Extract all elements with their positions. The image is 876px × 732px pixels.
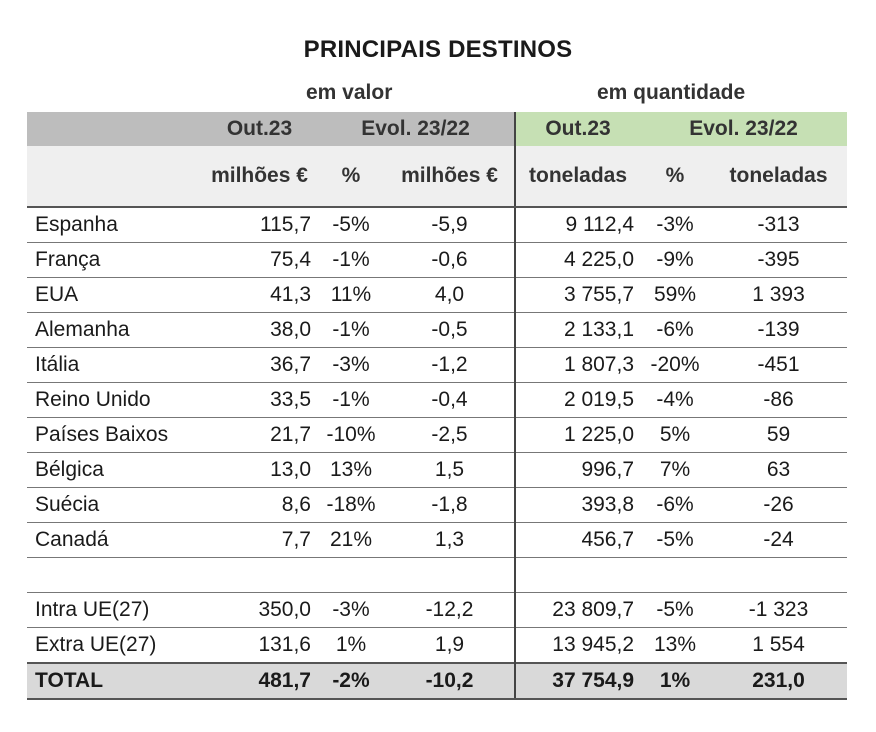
cell-valor-pct: -10% <box>317 418 385 453</box>
cell-valor-diff: -1,8 <box>385 488 515 523</box>
cell-valor: 7,7 <box>202 523 317 558</box>
cell-valor-pct: 21% <box>317 523 385 558</box>
cell-valor-pct: 1% <box>317 628 385 664</box>
cell-valor: 38,0 <box>202 313 317 348</box>
table-row <box>27 243 847 278</box>
cell-valor-diff: -1,2 <box>385 348 515 383</box>
cell-valor-diff: -2,5 <box>385 418 515 453</box>
header-evol-valor: Evol. 23/22 <box>317 112 515 146</box>
cell-quantidade: 3 755,7 <box>515 278 640 313</box>
row-name: Canadá <box>27 523 202 558</box>
cell-valor-diff: 1,5 <box>385 453 515 488</box>
cell-valor-diff: -12,2 <box>385 593 515 628</box>
cell-valor: 75,4 <box>202 243 317 278</box>
row-name: EUA <box>27 278 202 313</box>
cell-valor-diff: 1,9 <box>385 628 515 664</box>
table-row <box>27 628 847 664</box>
cell-quantidade-diff: 1 554 <box>710 628 847 664</box>
unit-toneladas-evol: toneladas <box>710 146 847 207</box>
row-name: Espanha <box>27 207 202 243</box>
cell-valor-pct: -18% <box>317 488 385 523</box>
row-name: TOTAL <box>27 663 202 699</box>
cell-quantidade-diff: 59 <box>710 418 847 453</box>
cell-quantidade-pct: 5% <box>640 418 710 453</box>
cell-quantidade: 393,8 <box>515 488 640 523</box>
header-evol-quantidade: Evol. 23/22 <box>640 112 847 146</box>
page-title: PRINCIPAIS DESTINOS <box>303 36 573 63</box>
cell-valor-diff: -5,9 <box>385 207 515 243</box>
header-row-2 <box>27 146 847 207</box>
header-out-quantidade: Out.23 <box>515 112 640 146</box>
cell-quantidade-diff: -24 <box>710 523 847 558</box>
cell-valor: 21,7 <box>202 418 317 453</box>
cell-quantidade-diff: -395 <box>710 243 847 278</box>
cell-quantidade-pct: 7% <box>640 453 710 488</box>
group-label-valor: em valor <box>306 81 393 104</box>
cell-quantidade: 4 225,0 <box>515 243 640 278</box>
cell-quantidade-diff: -139 <box>710 313 847 348</box>
cell-quantidade: 1 807,3 <box>515 348 640 383</box>
table-row <box>27 453 847 488</box>
table-row <box>27 418 847 453</box>
cell-quantidade-diff: -26 <box>710 488 847 523</box>
cell-valor: 41,3 <box>202 278 317 313</box>
total-row <box>27 663 847 699</box>
cell-quantidade-pct: -3% <box>640 207 710 243</box>
cell-valor-pct: 11% <box>317 278 385 313</box>
cell-quantidade: 23 809,7 <box>515 593 640 628</box>
cell-valor: 350,0 <box>202 593 317 628</box>
cell-valor: 33,5 <box>202 383 317 418</box>
cell-valor: 115,7 <box>202 207 317 243</box>
destinations-table <box>27 112 847 700</box>
cell-valor-diff: -10,2 <box>385 663 515 699</box>
row-name: Alemanha <box>27 313 202 348</box>
cell-quantidade-pct: 59% <box>640 278 710 313</box>
table-row <box>27 523 847 558</box>
cell-quantidade-pct: -6% <box>640 488 710 523</box>
cell-quantidade-pct: -4% <box>640 383 710 418</box>
row-name: Extra UE(27) <box>27 628 202 664</box>
unit-percent-qty: % <box>640 146 710 207</box>
cell-quantidade: 456,7 <box>515 523 640 558</box>
cell-valor-diff: -0,5 <box>385 313 515 348</box>
cell-quantidade-pct: -9% <box>640 243 710 278</box>
table-row <box>27 488 847 523</box>
cell-quantidade-pct: -20% <box>640 348 710 383</box>
header-corner <box>27 112 202 146</box>
row-name: Países Baixos <box>27 418 202 453</box>
cell-quantidade-pct: 13% <box>640 628 710 664</box>
cell-valor: 36,7 <box>202 348 317 383</box>
cell-quantidade-diff: -313 <box>710 207 847 243</box>
cell-quantidade-diff: 1 393 <box>710 278 847 313</box>
cell-valor-diff: -0,4 <box>385 383 515 418</box>
cell-quantidade-diff: -1 323 <box>710 593 847 628</box>
cell-quantidade-pct: -5% <box>640 593 710 628</box>
cell-valor-pct: -1% <box>317 383 385 418</box>
cell-valor-diff: 1,3 <box>385 523 515 558</box>
cell-quantidade: 2 133,1 <box>515 313 640 348</box>
row-name: Intra UE(27) <box>27 593 202 628</box>
cell-quantidade-diff: -451 <box>710 348 847 383</box>
cell-valor-diff: 4,0 <box>385 278 515 313</box>
table-row <box>27 207 847 243</box>
cell-quantidade-diff: -86 <box>710 383 847 418</box>
row-name: França <box>27 243 202 278</box>
cell-valor: 131,6 <box>202 628 317 664</box>
cell-valor-pct: -3% <box>317 593 385 628</box>
row-name: Reino Unido <box>27 383 202 418</box>
table-row <box>27 313 847 348</box>
row-name: Itália <box>27 348 202 383</box>
table-row <box>27 278 847 313</box>
cell-valor-pct: -1% <box>317 313 385 348</box>
cell-quantidade: 2 019,5 <box>515 383 640 418</box>
cell-valor-pct: -2% <box>317 663 385 699</box>
unit-milhoes-euro-evol: milhões € <box>385 146 515 207</box>
row-name: Bélgica <box>27 453 202 488</box>
cell-valor-diff: -0,6 <box>385 243 515 278</box>
group-label-quantidade: em quantidade <box>597 81 746 104</box>
unit-milhoes-euro: milhões € <box>202 146 317 207</box>
subheader-corner <box>27 146 202 207</box>
cell-quantidade: 1 225,0 <box>515 418 640 453</box>
header-out-valor: Out.23 <box>202 112 317 146</box>
cell-valor: 481,7 <box>202 663 317 699</box>
table-row <box>27 348 847 383</box>
row-name: Suécia <box>27 488 202 523</box>
cell-quantidade: 996,7 <box>515 453 640 488</box>
cell-valor-pct: -3% <box>317 348 385 383</box>
cell-quantidade: 9 112,4 <box>515 207 640 243</box>
cell-quantidade-diff: 63 <box>710 453 847 488</box>
cell-valor: 8,6 <box>202 488 317 523</box>
cell-valor-pct: 13% <box>317 453 385 488</box>
table-row <box>27 593 847 628</box>
cell-quantidade: 13 945,2 <box>515 628 640 664</box>
header-row-1 <box>27 112 847 146</box>
cell-quantidade: 37 754,9 <box>515 663 640 699</box>
cell-quantidade-pct: -6% <box>640 313 710 348</box>
cell-valor-pct: -1% <box>317 243 385 278</box>
unit-percent: % <box>317 146 385 207</box>
cell-quantidade-diff: 231,0 <box>710 663 847 699</box>
cell-valor: 13,0 <box>202 453 317 488</box>
cell-quantidade-pct: -5% <box>640 523 710 558</box>
cell-valor-pct: -5% <box>317 207 385 243</box>
blank-row <box>27 558 847 593</box>
unit-toneladas: toneladas <box>515 146 640 207</box>
cell-quantidade-pct: 1% <box>640 663 710 699</box>
table-row <box>27 383 847 418</box>
